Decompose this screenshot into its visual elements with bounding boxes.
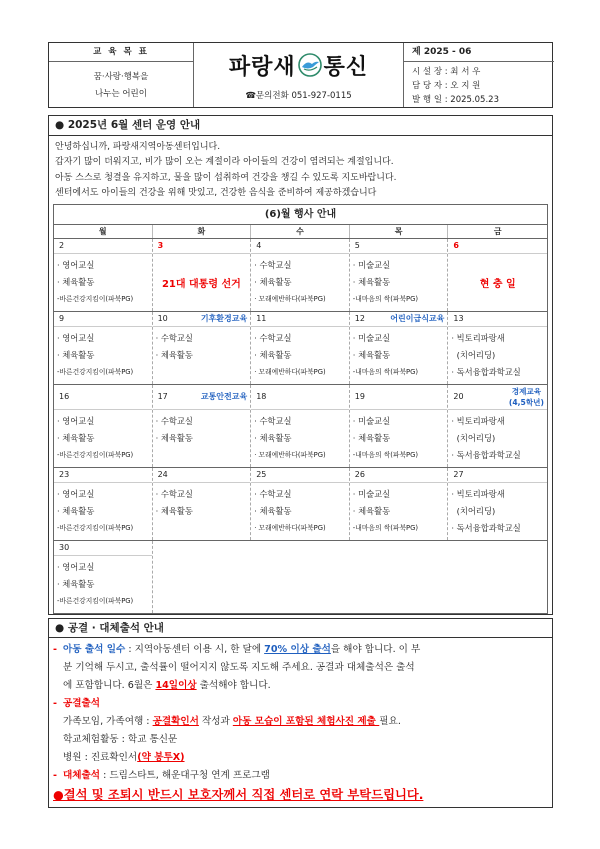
event-calendar [53, 204, 548, 614]
date-number: 9 [59, 314, 65, 324]
hospital-rule [53, 749, 546, 767]
activity: · 수학교실 [254, 416, 292, 427]
brand-logo [229, 50, 368, 81]
calendar-empty-cell [350, 541, 449, 613]
date-number: 17 [157, 392, 168, 402]
date-number: 11 [256, 314, 267, 324]
issue-number: 제 2025 - 06 [404, 43, 554, 62]
required-days: 14일이상 [155, 680, 197, 692]
newsletter-header [48, 42, 553, 108]
calendar-cell [251, 239, 350, 311]
event-label: 어린이급식교육 [390, 314, 445, 324]
activity: · 모래예반하다(파북PG) [254, 295, 326, 304]
excused-heading: - 공결출석 [53, 695, 546, 713]
activity: · 체육활동 [57, 433, 95, 444]
calendar-weekday-header [54, 225, 547, 239]
attendance-days-label: 아동 출석 일수 [63, 644, 126, 656]
activity: -바른건강지킴이(파북PG) [57, 451, 134, 460]
calendar-cell [350, 385, 449, 467]
memorial-day-holiday: 현 충 일 [479, 278, 516, 290]
calendar-cell [54, 468, 153, 540]
calendar-week-2 [54, 312, 547, 385]
date-number: 13 [453, 314, 464, 324]
text: : 지역아동센터 이용 시, 한 달에 [125, 644, 265, 656]
alternate-rule: - 대체출석 : 드림스타트, 해운대구청 연계 프로그램 [53, 770, 270, 782]
intro-line: 아동 스스로 청결을 유지하고, 물을 많이 섭취하여 건강을 챙길 수 있도록 지도바랍니다. [55, 172, 397, 183]
operation-notice-body [48, 135, 553, 615]
excuse-form: 공결확인서 [152, 716, 199, 728]
weekday-label: 화 [153, 225, 252, 238]
activity: -내마음의 싹(파북PG) [352, 368, 419, 377]
activity: · 영어교실 [57, 562, 95, 573]
activity: · 체육활동 [254, 506, 292, 517]
activity: · 모래예반하다(파북PG) [254, 451, 326, 460]
attendance-notice [48, 618, 553, 808]
event-label: 경제교육 [511, 387, 542, 397]
calendar-cell [251, 312, 350, 384]
issue-info-box [404, 43, 554, 107]
activity: · 빅토리파랑새 [451, 333, 505, 344]
school-rule: 학교체험활동 : 학교 통신문 [63, 734, 178, 746]
activity: · 체육활동 [57, 277, 95, 288]
excused-label: 공결출석 [63, 698, 101, 710]
newsletter-page [48, 42, 553, 808]
operation-notice-title: ● 2025년 6월 센터 운영 안내 [48, 115, 553, 135]
weekday-label: 목 [350, 225, 449, 238]
activity: (치어리딩) [451, 506, 496, 517]
date-number: 3 [157, 241, 164, 251]
activity: · 미술교실 [352, 489, 391, 500]
activity: -내마음의 싹(파북PG) [352, 451, 419, 460]
activity: -바른건강지킴이(파북PG) [57, 524, 134, 533]
date-number: 23 [59, 470, 70, 480]
family-rule [53, 713, 546, 731]
activity: · 독서융합과학교실 [451, 450, 521, 461]
calendar-empty-cell [251, 541, 350, 613]
calendar-title: (6)월 행사 안내 [54, 205, 547, 225]
contact-phone: ☎문의전화 051-927-0115 [245, 90, 352, 101]
calendar-cell [54, 385, 153, 467]
activity: · 체육활동 [254, 433, 292, 444]
calendar-cell [153, 312, 252, 384]
weekday-label: 수 [251, 225, 350, 238]
calendar-cell [251, 468, 350, 540]
calendar-week-1 [54, 239, 547, 312]
activity: · 체육활동 [57, 579, 95, 590]
facility-head: 시 설 장 : 최 서 우 [412, 67, 481, 77]
date-number: 19 [354, 392, 365, 402]
calendar-cell [251, 385, 350, 467]
weekday-label: 월 [54, 225, 153, 238]
activity: · 수학교실 [155, 489, 193, 500]
text: 가족모임, 가족여행 : [63, 716, 153, 728]
intro-text [53, 140, 548, 201]
activity: · 체육활동 [352, 433, 391, 444]
date-number: 2 [59, 241, 65, 251]
activity: · 체육활동 [352, 350, 391, 361]
text: 을 해야 합니다. 이 부 [330, 644, 421, 656]
activity: -바른건강지킴이(파북PG) [57, 368, 134, 377]
activity: · 모래예반하다(파북PG) [254, 524, 326, 533]
date-number: 25 [256, 470, 267, 480]
calendar-cell [350, 239, 449, 311]
activity: · 미술교실 [352, 416, 391, 427]
calendar-empty-cell [448, 541, 547, 613]
activity: · 체육활동 [57, 350, 95, 361]
date-number: 24 [157, 470, 168, 480]
date-number: 20 [453, 392, 464, 402]
attendance-rule: - 아동 출석 일수 : 지역아동센터 이용 시, 한 달에 70% 이상 출석을 해야 합니다. 이 부 분 기억해 두시고, 출석률이 떨어지지 않도록 지도해 주세요. 공결과 대체출석은 출석 에 포함합니다. 6월은 14일이상 출석해야 합니다. [53, 644, 421, 692]
calendar-cell [54, 541, 153, 613]
date-number: 10 [157, 314, 168, 324]
weekday-label: 금 [493, 227, 502, 237]
calendar-cell [153, 239, 252, 311]
date-number: 6 [453, 241, 459, 251]
activity: (치어리딩) [451, 350, 496, 361]
calendar-cell [350, 468, 449, 540]
activity: (치어리딩) [451, 433, 496, 444]
activity: · 영어교실 [57, 333, 95, 344]
activity: · 체육활동 [155, 433, 193, 444]
activity: · 빅토리파랑새 [451, 416, 505, 427]
date-number: 27 [453, 470, 464, 480]
calendar-cell [448, 468, 547, 540]
calendar-cell [153, 468, 252, 540]
activity: · 미술교실 [352, 260, 391, 271]
calendar-cell [54, 312, 153, 384]
attendance-notice-body [49, 638, 552, 807]
education-goal-box [49, 43, 194, 107]
activity: · 체육활동 [57, 506, 95, 517]
attendance-notice-title: ● 공결 · 대체출석 안내 [49, 619, 552, 638]
activity: · 체육활동 [254, 277, 292, 288]
activity: -바른건강지킴이(파북PG) [57, 295, 134, 304]
date-number: 18 [256, 392, 267, 402]
date-number: 16 [59, 392, 70, 402]
calendar-cell [54, 239, 153, 311]
election-holiday: 21대 대통령 선거 [161, 278, 241, 290]
activity: · 체육활동 [352, 277, 391, 288]
date-number: 4 [256, 241, 262, 251]
text: : 드림스타트, 해운대구청 연계 프로그램 [100, 770, 270, 782]
activity: · 모래예반하다(파북PG) [254, 368, 326, 377]
date-number: 30 [59, 543, 70, 553]
calendar-week-4 [54, 468, 547, 541]
event-label: (4,5학년) [508, 398, 544, 408]
activity: · 독서융합과학교실 [451, 367, 521, 378]
activity: · 체육활동 [254, 350, 292, 361]
attendance-rate: 70% 이상 출석 [264, 644, 331, 656]
text: 작성과 [198, 716, 233, 728]
text: 병원 : 진료확인서 [63, 752, 138, 764]
contact-warning: ●결석 및 조퇴시 반드시 보호자께서 직접 센터로 연락 부탁드립니다. [53, 788, 424, 803]
date-number: 5 [354, 241, 360, 251]
activity: · 수학교실 [254, 489, 292, 500]
manager: 담 당 자 : 오 지 원 [412, 81, 481, 91]
date-number: 12 [354, 314, 365, 324]
intro-line: 안녕하십니까, 파랑새지역아동센터입니다. [55, 142, 221, 152]
activity: · 영어교실 [57, 260, 95, 271]
calendar-cell [448, 239, 547, 311]
brand-left: 파랑새 [228, 54, 296, 80]
brand-right: 통신 [323, 54, 369, 80]
activity: · 수학교실 [155, 333, 193, 344]
calendar-cell [448, 312, 547, 384]
activity: · 체육활동 [352, 506, 391, 517]
intro-line: 갑자기 많이 더워지고, 비가 많이 오는 계절이라 아이들의 건강이 염려되는 계절입니다. [55, 157, 394, 168]
calendar-empty-cell [153, 541, 252, 613]
calendar-week-5 [54, 541, 547, 614]
calendar-cell [448, 385, 547, 467]
activity: · 미술교실 [352, 333, 391, 344]
text: 에 포함합니다. 6월은 [63, 680, 156, 692]
activity: · 체육활동 [155, 350, 193, 361]
activity: · 영어교실 [57, 489, 95, 500]
activity: · 수학교실 [254, 333, 292, 344]
alternate-label: 대체출석 [63, 770, 101, 782]
publish-date: 발 행 일 : 2025.05.23 [412, 95, 499, 105]
activity: -내마음의 싹(파북PG) [352, 524, 419, 533]
text: 필요. [379, 716, 401, 728]
intro-line: 센터에서도 아이들의 건강을 위해 맛있고, 건강한 음식을 준비하여 제공하겠습니다 [55, 187, 377, 198]
event-label: 기후환경교육 [200, 314, 248, 324]
text: 출석해야 합니다. [196, 680, 271, 692]
event-label: 교통안전교육 [200, 392, 248, 402]
activity: · 수학교실 [155, 416, 193, 427]
goal-title: 교 육 목 표 [49, 43, 193, 62]
activity: · 체육활동 [155, 506, 193, 517]
brand-box [194, 43, 404, 107]
date-number: 26 [354, 470, 365, 480]
hospital-note: (약 봉투X) [137, 752, 185, 764]
activity: -바른건강지킴이(파북PG) [57, 597, 134, 606]
calendar-week-3 [54, 385, 547, 468]
activity: · 빅토리파랑새 [451, 489, 505, 500]
activity: -내마음의 싹(파북PG) [352, 295, 419, 304]
activity: · 독서융합과학교실 [451, 523, 521, 534]
photo-required: 아동 모습이 포함된 체험사진 제출 [232, 716, 380, 728]
calendar-cell [153, 385, 252, 467]
activity: · 영어교실 [57, 416, 95, 427]
goal-line-2: 나누는 어린이 [95, 89, 147, 99]
activity: · 수학교실 [254, 260, 292, 271]
goal-line-1: 꿈·사랑·행복을 [93, 72, 149, 82]
bluebird-icon [298, 53, 322, 77]
calendar-cell [350, 312, 449, 384]
text: 분 기억해 두시고, 출석률이 떨어지지 않도록 지도해 주세요. 공결과 대체출석은 출석 [63, 662, 415, 674]
